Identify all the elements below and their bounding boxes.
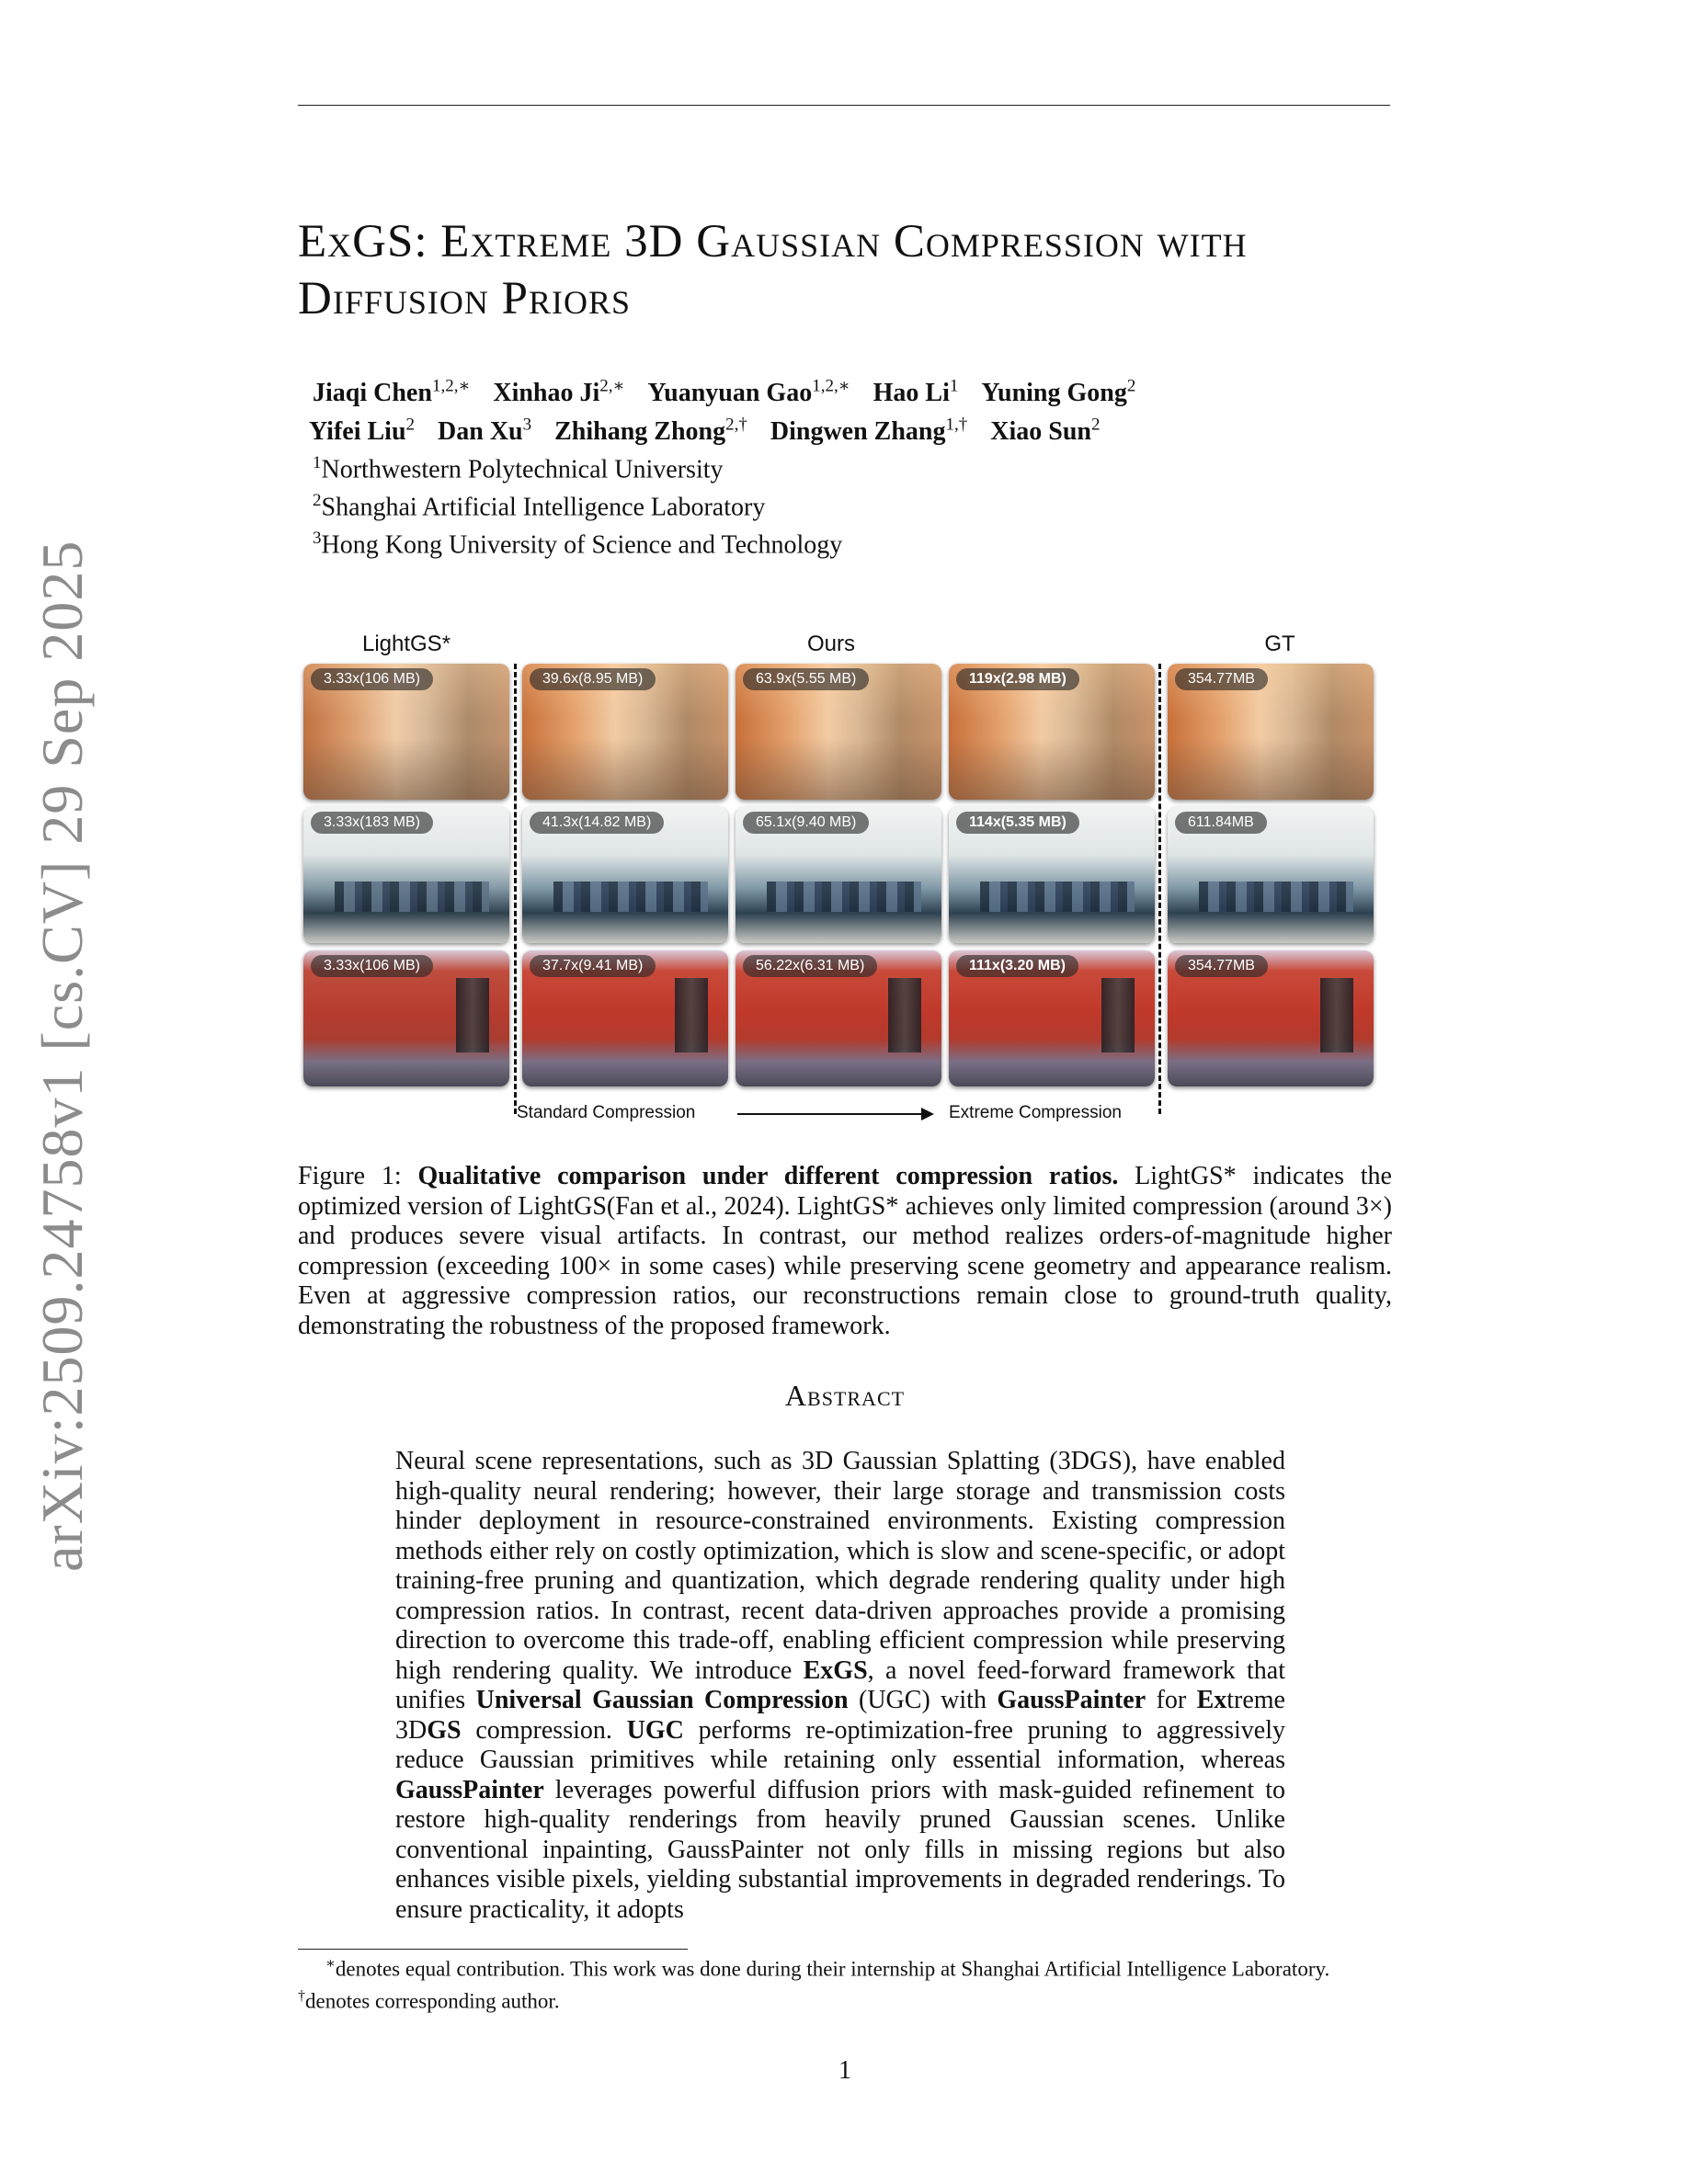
scene-image [1168, 807, 1374, 943]
compression-badge: 65.1x(9.40 MB) [743, 812, 869, 834]
column-header-ours: Ours [806, 631, 855, 656]
affiliation: $^2$Shanghai Artificial Intelligence Laboratory [313, 490, 766, 522]
author-line-2 [309, 409, 1388, 447]
scene-image [303, 950, 509, 1086]
scene-image [736, 950, 941, 1086]
size-badge: 611.84MB [1175, 812, 1267, 834]
compression-badge: 39.6x(8.95 MB) [530, 668, 656, 690]
column-header-gt: GT [1264, 631, 1295, 656]
compression-badge: 3.33x(183 MB) [311, 812, 433, 834]
title-line-1: ExGS: Extreme 3D Gaussian Compression with [298, 216, 1248, 267]
compression-badge: 3.33x(106 MB) [311, 955, 433, 977]
page-number: 1 [838, 2056, 851, 2085]
compression-badge: 3.33x(106 MB) [311, 668, 433, 690]
scene-image [949, 807, 1155, 943]
compression-badge: 63.9x(5.55 MB) [743, 668, 869, 690]
author: Dingwen Zhang$^{1,\dagger}$ [770, 415, 968, 446]
figure-caption: Figure 1: Qualitative comparison under different compression ratios. LightGS* indicates the optimized version of LightGS(Fan et al., 2024). LightGS* achieves only limited compression (around 3×) and produces severe visual artifacts. In contrast, our method realizes orders-of-magnitude higher compression (exceeding 100× in some cases) while preserving scene geometry and appearance realism. Even at aggressive compression ratios, our reconstructions remain close to ground-truth quality, demonstrating the robustness of the proposed framework. [298, 1162, 1392, 1340]
affiliation: $^1$Northwestern Polytechnical University [313, 452, 724, 483]
size-badge: 354.77MB [1175, 668, 1268, 690]
author: Dan Xu$^3$ [438, 415, 532, 446]
compression-badge: 56.22x(6.31 MB) [743, 955, 877, 977]
scene-image [949, 950, 1155, 1086]
scene-image [949, 664, 1155, 800]
author: Yuning Gong$^2$ [981, 377, 1136, 408]
paper-title [298, 213, 1392, 327]
author: Xiao Sun$^2$ [990, 415, 1101, 446]
scene-image [522, 807, 728, 943]
scene-image [522, 950, 728, 1086]
arxiv-stamp: arXiv:2509.24758v1 [cs.CV] 29 Sep 2025 [29, 540, 95, 1572]
header-rule [298, 105, 1390, 106]
scene-image [736, 807, 941, 943]
author: Xinhao $Ji^{2,∗}$ [493, 377, 625, 408]
author: Jiaqi Chen$^{1,2,∗}$ [313, 377, 471, 408]
affiliation: $^3$Hong Kong University of Science and Technology [313, 529, 843, 560]
author: Zhihang Zhong$^{2,\dagger}$ [554, 415, 747, 446]
compression-badge: 41.3x(14.82 MB) [530, 812, 664, 834]
scene-image [303, 807, 509, 943]
compression-badge: 114x(5.35 MB) [956, 812, 1079, 834]
abstract-heading: Abstract [784, 1379, 906, 1412]
abstract-body: Neural scene representations, such as 3D Gaussian Splatting (3DGS), have enabled high-quality neural rendering; however, their large storage and transmission costs hinder deployment in resource-constrained environments. Existing compression methods either rely on costly optimization, which is slow and scene-specific, or adopt training-free pruning and quantization, which degrade rendering quality under high compression ratios. In contrast, recent data-driven approaches provide a promising direction to overcome this trade-off, enabling efficient compression while preserving high rendering quality. We introduce ExGS, a novel feed-forward framework that unifies Universal Gaussian Compression (UGC) with GaussPainter for Extreme 3DGS compression. UGC performs re-optimization-free pruning to aggressively reduce Gaussian primitives while retaining only essential information, whereas GaussPainter leverages powerful diffusion priors with mask-guided refinement to restore high-quality renderings from heavily pruned Gaussian scenes. Unlike conventional inpainting, GaussPainter not only fills in missing regions but also enhances visible pixels, yielding substantial improvements in degraded renderings. To ensure practicality, it adopts [395, 1447, 1286, 1924]
axis-label-extreme: Extreme Compression [949, 1103, 1122, 1122]
axis-label-standard: Standard Compression [517, 1103, 696, 1122]
author: Yuanyuan Gao$^{1,2,∗}$ [647, 377, 850, 408]
compression-arrow [737, 1113, 923, 1115]
compression-badge: 37.7x(9.41 MB) [530, 955, 656, 977]
dashed-divider [514, 664, 517, 1114]
scene-image [522, 664, 728, 800]
scene-image [1168, 950, 1374, 1086]
scene-image [1168, 664, 1374, 800]
compression-badge: 119x(2.98 MB) [956, 668, 1079, 690]
author: Yifei Liu$^2$ [309, 415, 416, 446]
author-line-1 [313, 371, 1388, 409]
arrow-head-icon [921, 1108, 934, 1120]
scene-image [736, 664, 941, 800]
dashed-divider [1158, 664, 1161, 1114]
author: Hao Li$^1$ [873, 377, 959, 408]
footnote-rule [298, 1949, 688, 1950]
scene-image [303, 664, 509, 800]
size-badge: 354.77MB [1175, 955, 1268, 977]
compression-badge: 111x(3.20 MB) [956, 955, 1078, 977]
column-header-lightgs: LightGS* [361, 631, 451, 656]
footnote: ∗denotes equal contribution. This work was done during their internship at Shanghai Artificial Intelligence Laboratory. †denotes corresponding author. [298, 1956, 1330, 2013]
author-block [309, 371, 1388, 562]
figure-1 [298, 631, 1392, 1134]
title-line-2: Diffusion Priors [298, 273, 632, 324]
